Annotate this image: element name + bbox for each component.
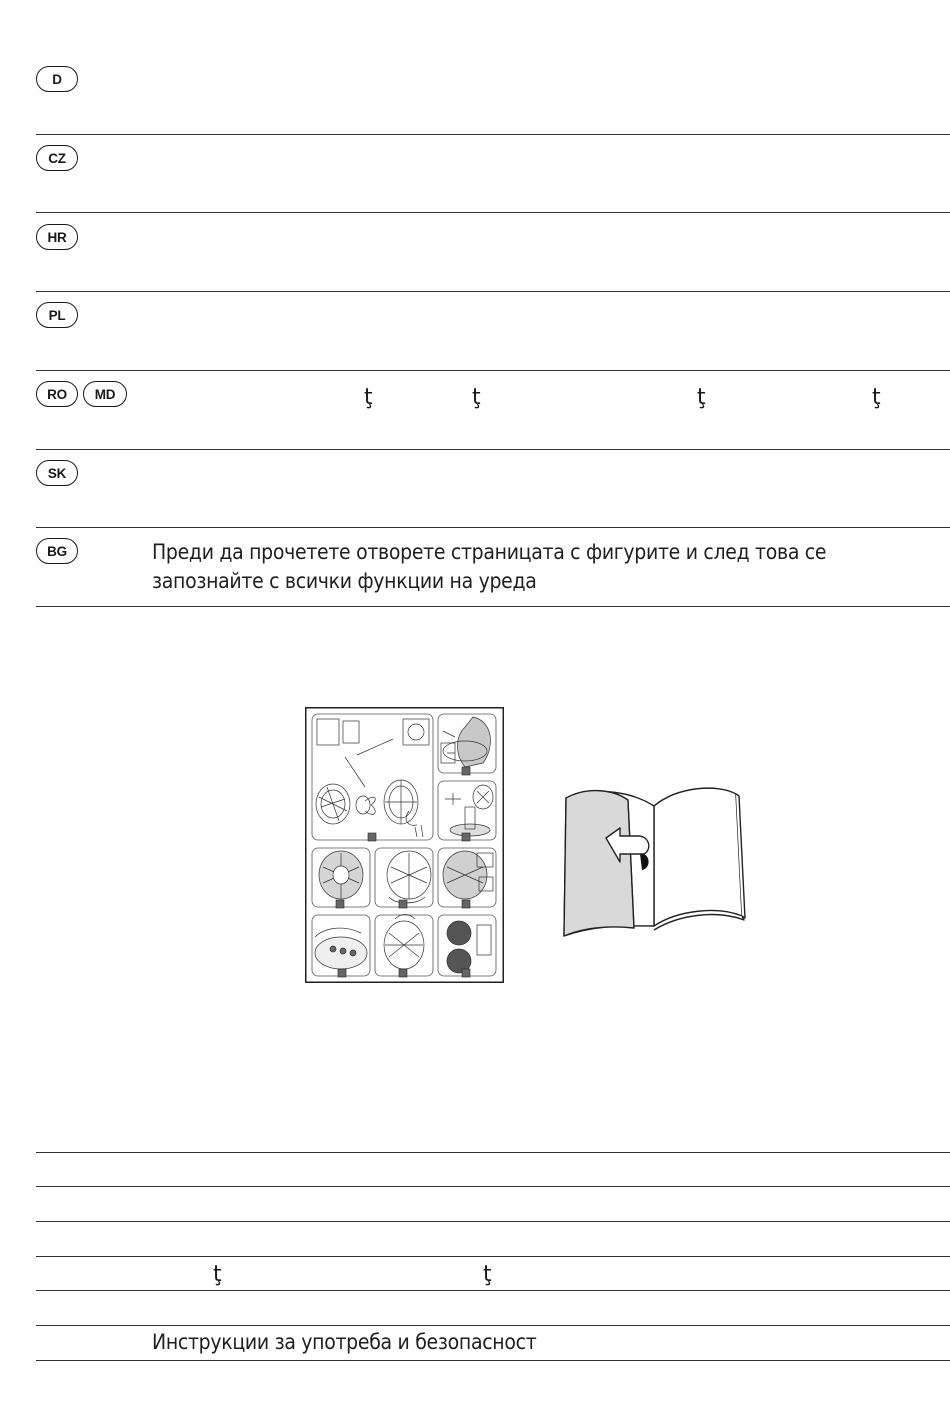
divider — [36, 1325, 950, 1326]
special-char: ţ — [697, 385, 706, 410]
special-char: ţ — [483, 1262, 492, 1287]
divider — [36, 1221, 950, 1222]
figure-page-thumbnail — [305, 707, 504, 983]
language-badge-ro: RO — [36, 381, 78, 407]
divider — [36, 1186, 950, 1187]
special-char: ţ — [364, 385, 373, 410]
language-badge-hr: HR — [36, 224, 78, 250]
language-badge-pl: PL — [36, 302, 78, 328]
divider — [36, 527, 950, 528]
special-char: ţ — [872, 385, 881, 410]
divider — [36, 291, 950, 292]
language-badge-bg: BG — [36, 538, 78, 564]
special-char: ţ — [472, 385, 481, 410]
special-char: ţ — [213, 1262, 222, 1287]
divider — [36, 134, 950, 135]
language-badge-md: MD — [83, 381, 127, 407]
divider — [36, 212, 950, 213]
open-book-icon — [558, 776, 748, 938]
divider — [36, 370, 950, 371]
bg-instructions-text: Преди да прочетете отворете страницата с фигурите и след това се запознайте с всички функции на уреда — [152, 540, 827, 593]
footer-title: Инструкции за употреба и безопасност — [152, 1330, 537, 1354]
divider — [36, 1256, 950, 1257]
language-badge-d: D — [36, 66, 78, 92]
divider — [36, 449, 950, 450]
divider — [36, 1152, 950, 1153]
divider — [36, 1290, 950, 1291]
language-badge-sk: SK — [36, 460, 78, 486]
divider — [36, 606, 950, 607]
divider — [36, 1360, 950, 1361]
language-badge-cz: CZ — [36, 145, 78, 171]
